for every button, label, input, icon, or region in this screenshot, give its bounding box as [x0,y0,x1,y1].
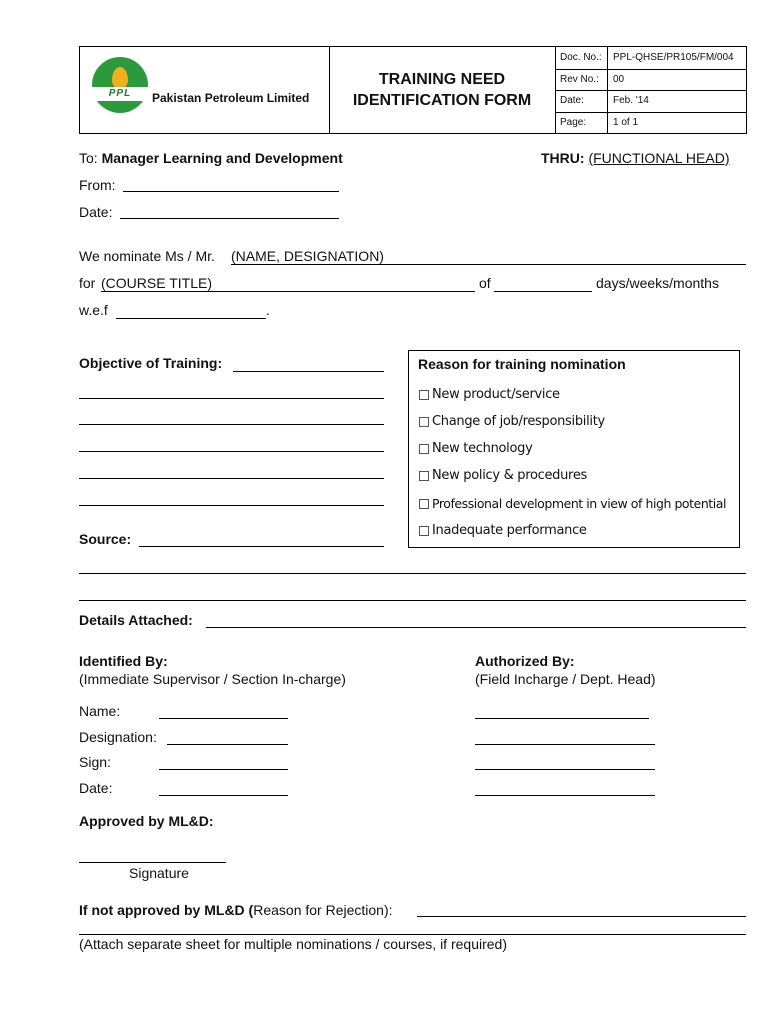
authorized-date-field[interactable] [475,795,655,796]
reason-title: Reason for training nomination [418,356,626,372]
signature-label: Signature [129,865,189,881]
nominee-field[interactable] [231,264,746,265]
checkbox-icon[interactable] [419,526,429,536]
objective-field-3[interactable] [79,424,384,425]
identified-by-subtitle: (Immediate Supervisor / Section In-charge) [79,671,346,687]
thru-value: (FUNCTIONAL HEAD) [588,150,730,166]
checkbox-icon[interactable] [419,499,429,509]
identified-by-title: Identified By: [79,653,168,669]
authorized-by-title: Authorized By: [475,653,575,669]
form-header [79,46,747,134]
authorized-by-subtitle: (Field Incharge / Dept. Head) [475,671,656,687]
logo-text: PPL [108,88,132,99]
reason-option-inadequate-performance[interactable]: Inadequate performance [419,523,587,538]
reason-option-new-product[interactable]: New product/service [419,387,560,402]
authorized-sign-field[interactable] [475,769,655,770]
details-attached-label: Details Attached: [79,612,193,628]
wef-label: w.e.f [79,302,108,318]
date-label: Date: [79,204,113,220]
objective-field-4[interactable] [79,451,384,452]
form-title-line2: IDENTIFICATION FORM [352,92,532,109]
meta-row-date: Date: Feb. '14 [555,90,746,113]
rejection-reason-field-2[interactable] [79,934,746,935]
doc-meta-table [555,47,746,133]
name-designation-placeholder: (NAME, DESIGNATION) [231,248,384,264]
duration-field[interactable] [494,291,592,292]
reason-option-new-technology[interactable]: New technology [419,441,532,456]
of-label: of [479,275,491,291]
form-title [329,47,556,133]
duration-unit: days/weeks/months [596,275,719,291]
blank-line-1[interactable] [79,573,746,574]
identified-designation-field[interactable] [167,744,288,745]
to-line: To: Manager Learning and Development [79,150,343,166]
date-field[interactable] [120,218,339,219]
form-title-line1: TRAINING NEED [378,71,506,88]
rejection-label: If not approved by ML&D (Reason for Rejection): [79,902,393,918]
identified-sign-label: Sign: [79,754,111,770]
to-recipient: Manager Learning and Development [101,150,343,166]
wef-field[interactable] [116,318,266,319]
identified-date-field[interactable] [159,795,288,796]
details-attached-field[interactable] [206,627,746,628]
identified-name-label: Name: [79,703,121,719]
signature-field[interactable] [79,862,226,863]
objective-field-1[interactable] [233,371,384,372]
source-field[interactable] [139,546,384,547]
meta-row-docno: Doc. No.: PPL-QHSE/PR105/FM/004 [555,47,746,70]
meta-row-rev: Rev No.: 00 [555,69,746,91]
reason-option-change-of-job[interactable]: Change of job/responsibility [419,414,605,429]
meta-row-page: Page: 1 of 1 [555,112,746,133]
objective-field-2[interactable] [79,398,384,399]
company-name: Pakistan Petroleum Limited [152,91,310,105]
objective-field-6[interactable] [79,505,384,506]
oil-drop-icon [112,67,128,89]
source-label: Source: [79,531,132,547]
reason-box [408,350,740,548]
course-title-field[interactable] [101,291,475,292]
course-title-placeholder: (COURSE TITLE) [101,275,212,291]
logo-cell [80,47,330,133]
checkbox-icon[interactable] [419,444,429,454]
rejection-reason-field[interactable] [417,916,746,917]
objective-label: Objective of Training: [79,355,223,371]
identified-date-label: Date: [79,780,113,796]
from-label: From: [79,177,116,193]
blank-line-2[interactable] [79,600,746,601]
reason-option-new-policy[interactable]: New policy & procedures [419,468,587,483]
checkbox-icon[interactable] [419,417,429,427]
identified-sign-field[interactable] [159,769,288,770]
identified-name-field[interactable] [159,718,288,719]
identified-designation-label: Designation: [79,729,157,745]
footer-note: (Attach separate sheet for multiple nominations / courses, if required) [79,936,507,952]
nominate-prefix: We nominate Ms / Mr. [79,248,215,264]
authorized-name-field[interactable] [475,718,649,719]
checkbox-icon[interactable] [419,471,429,481]
authorized-designation-field[interactable] [475,744,655,745]
checkbox-icon[interactable] [419,390,429,400]
approved-by-label: Approved by ML&D: [79,813,214,829]
reason-option-professional-development[interactable]: Professional development in view of high potential [419,496,726,511]
ppl-logo [92,57,148,113]
objective-field-5[interactable] [79,478,384,479]
for-label: for [79,275,96,291]
thru-line: THRU: (FUNCTIONAL HEAD) [541,150,730,166]
from-field[interactable] [123,191,339,192]
